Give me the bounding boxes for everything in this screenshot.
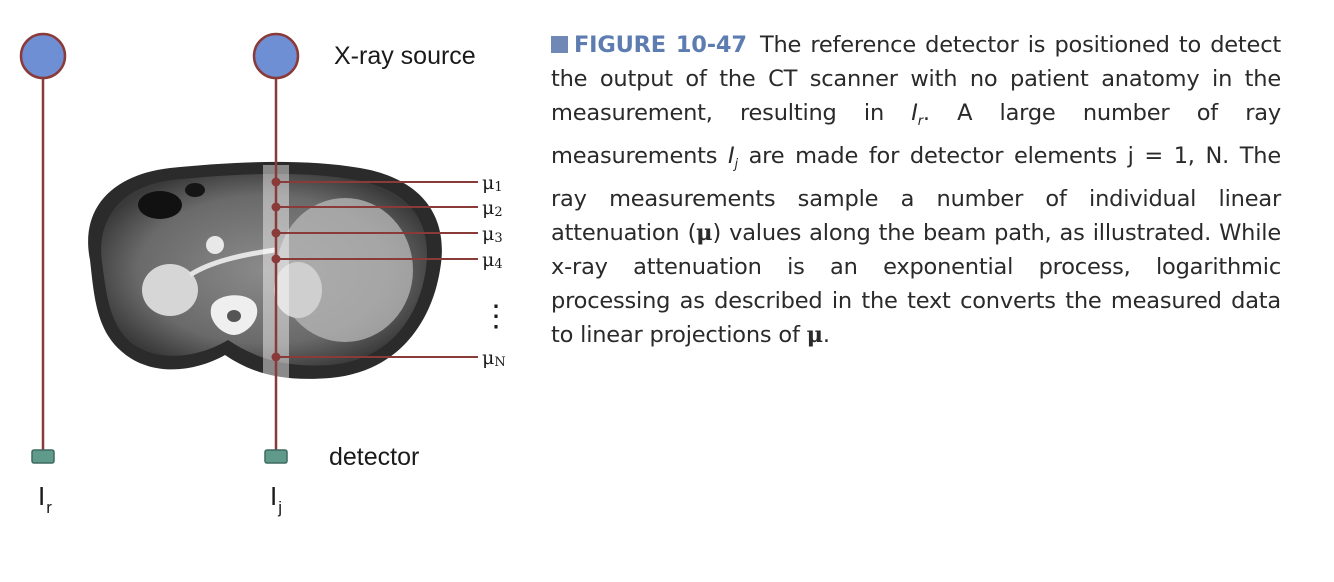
caption-ij-symbol: I [728,143,735,169]
caption-mu-symbol: μ [806,322,823,348]
sample-point [272,178,281,187]
caption-ir-symbol: I [911,100,918,126]
ray-intensity-label: $I_j$ [270,481,283,517]
stomach-gas [138,191,182,219]
spinal-canal [227,310,241,322]
aorta [206,236,224,254]
xray-source-label: X-ray source [334,42,476,70]
mu-label: μ2 [482,197,503,220]
detector-icon [265,450,287,463]
mu-label: μN [482,347,506,370]
caption-text-2: . A large number of ray measurements [551,100,1282,169]
figure-label: FIGURE 10-47 [574,32,747,58]
caption-text-3: are made for detector elements j = 1, N. The ray measurements sample a number of individual linear attenuation ( [551,143,1282,246]
detector-label: detector [329,443,420,471]
reference-intensity-label: $I_r$ [38,481,52,517]
caption-text-4: ) values along the beam path, as illustrated. While x-ray attenuation is an exponential process, logarithmic processing as described in the text converts the measured data to linear projections of [551,220,1281,348]
figure-caption [551,28,1281,352]
sample-point [272,203,281,212]
sample-point [272,255,281,264]
xray-source-icon [254,34,298,78]
mu-label: μ3 [482,223,503,246]
figure-marker-icon [551,36,568,53]
caption-text-1: The reference detector is positioned to detect the output of the CT scanner with no patient anatomy in the measurement, resulting in [551,32,1281,126]
caption-mu-symbol: μ [696,220,713,246]
caption-ir-subscript: r [917,114,923,129]
reference-ray [21,34,65,517]
mu-label: μ1 [482,172,503,195]
caption-ij-subscript: j [734,157,738,172]
reference-source-icon [21,34,65,78]
reference-detector-icon [32,450,54,463]
caption-text-5: . [822,322,830,348]
ellipsis-vertical: ⋮ [481,300,511,333]
kidney-left [142,264,198,316]
mu-label: μ4 [482,249,503,272]
sample-point [272,353,281,362]
ct-ray-measurement-diagram [0,0,540,582]
sample-point [272,229,281,238]
bowel-gas [185,183,205,197]
